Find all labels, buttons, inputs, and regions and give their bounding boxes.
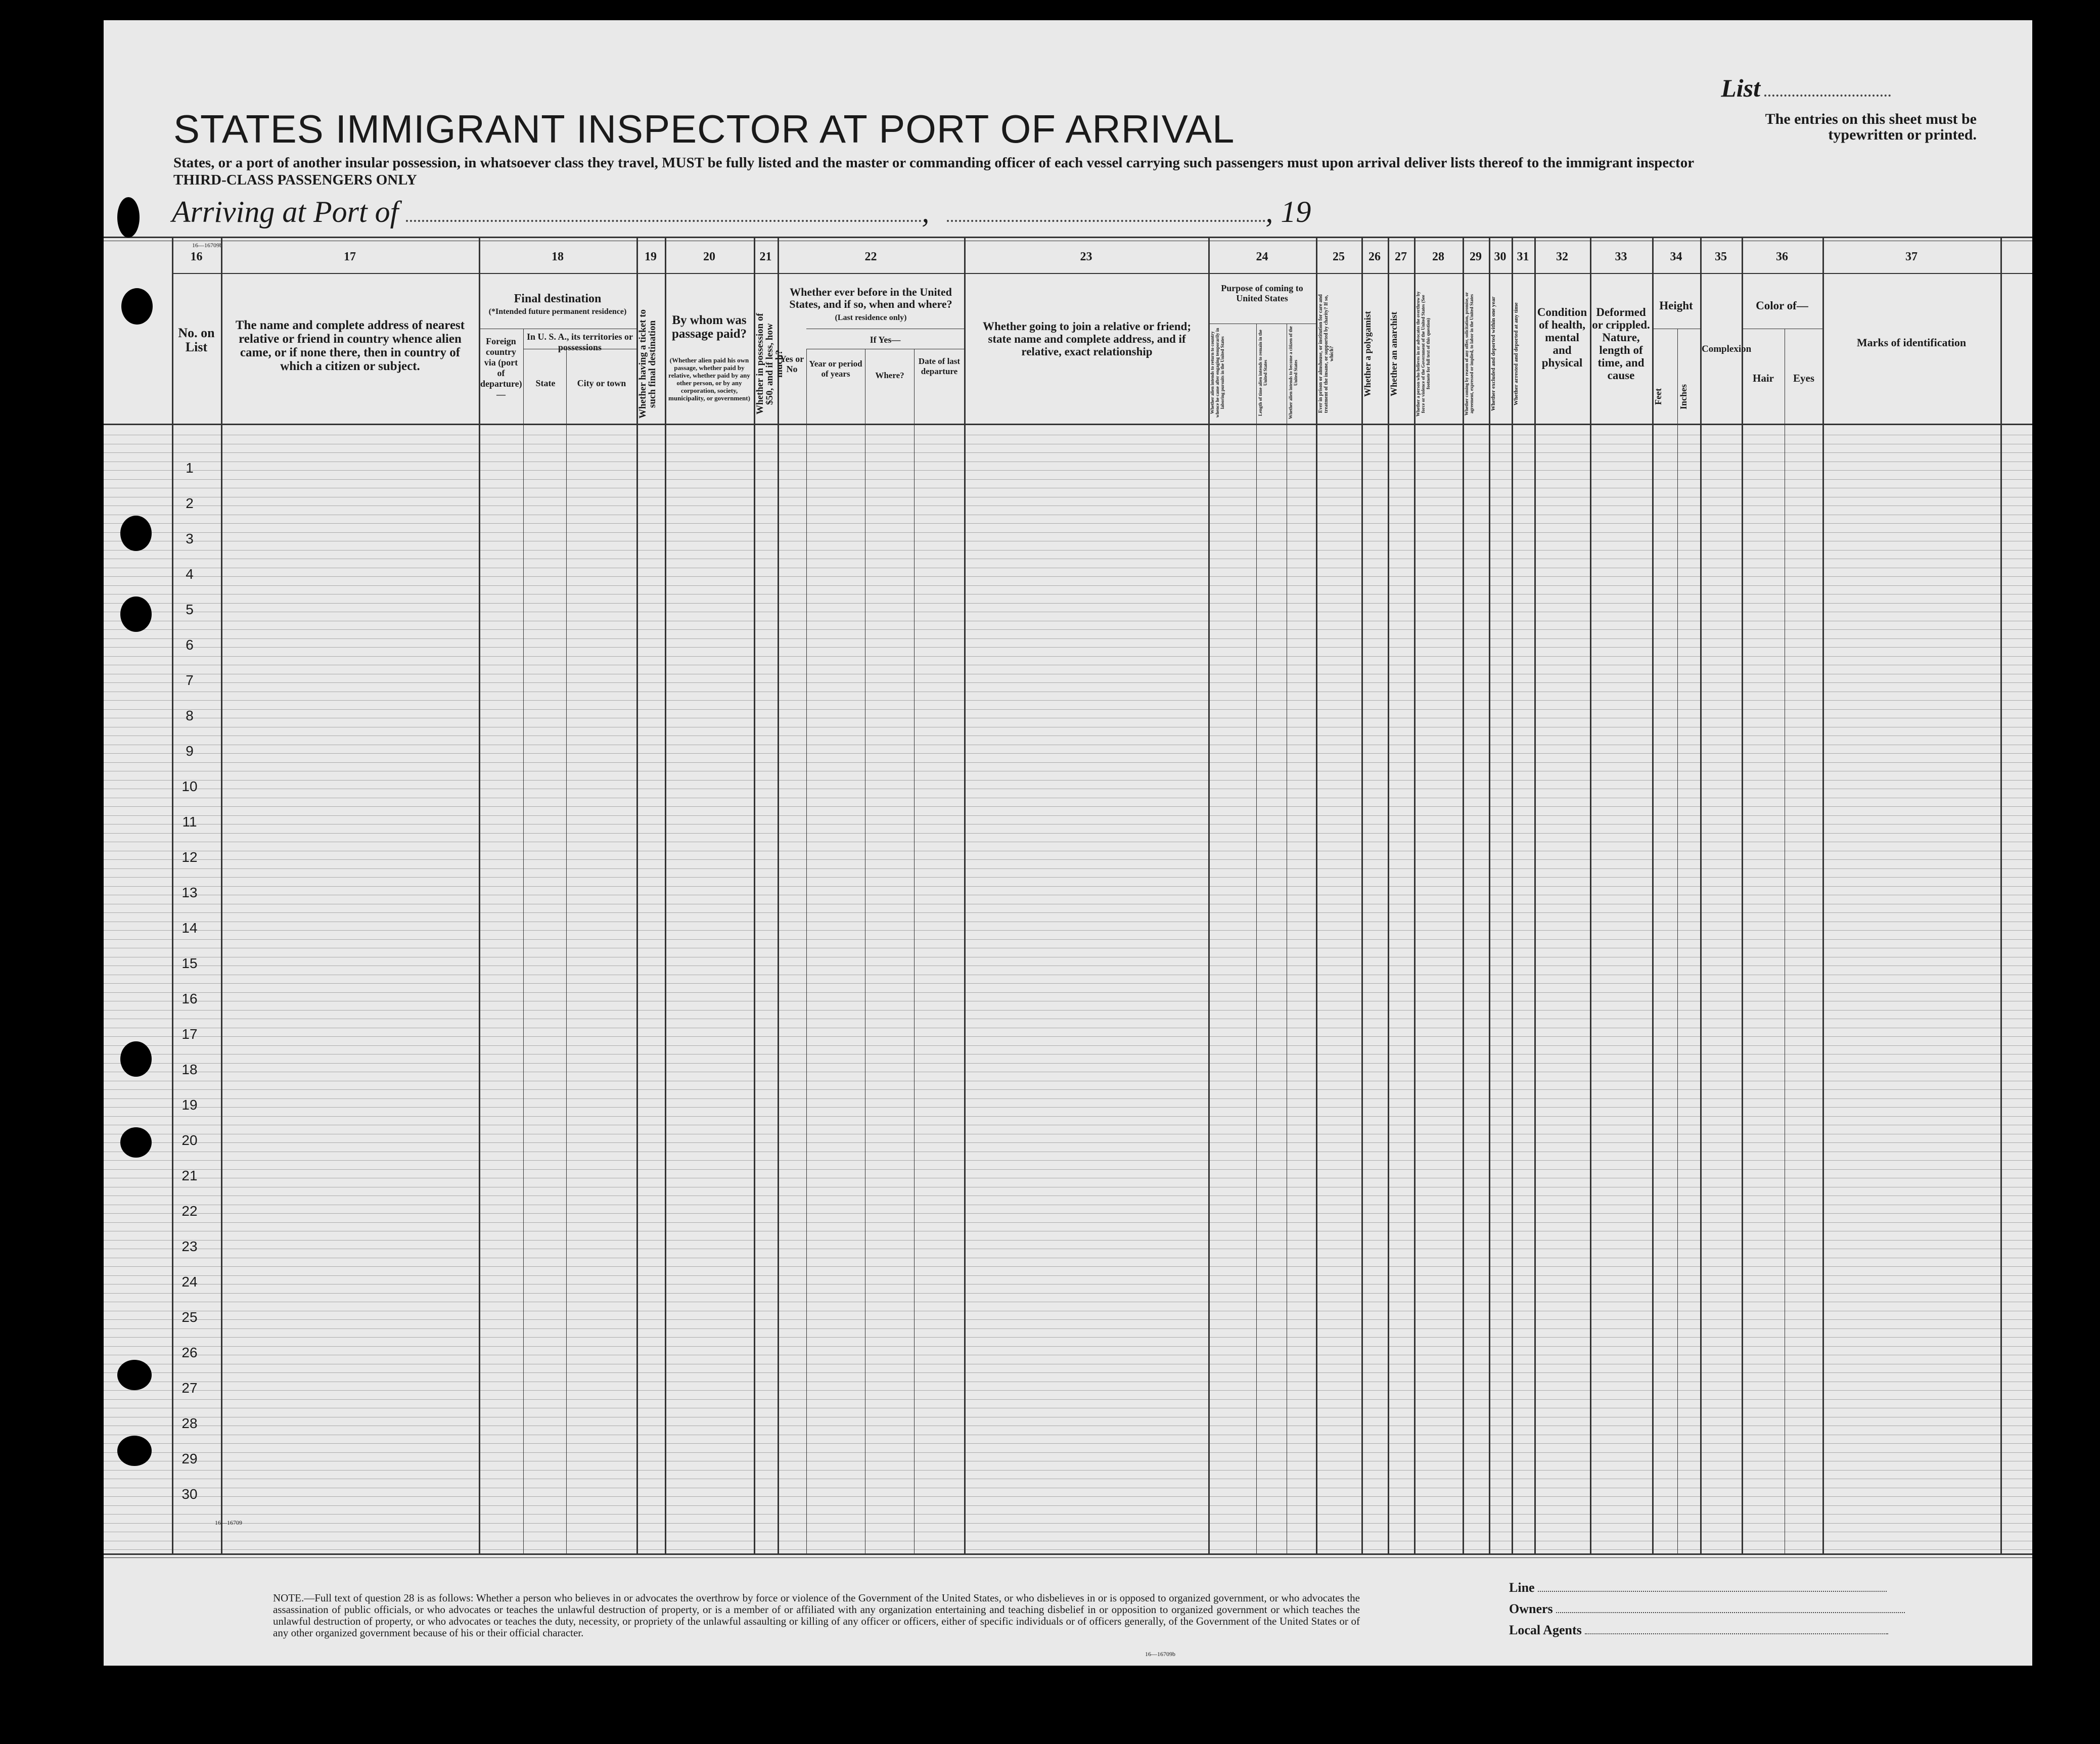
col-20-subheader: (Whether alien paid his own passage, whether paid by relative, whether paid by any other person, or by any corporation, society, municipality, or government)	[668, 356, 750, 402]
col-24c-header: Whether alien intends to become a citizen of the United States	[1288, 326, 1298, 420]
list-number-label: List	[1721, 73, 1891, 103]
form-sheet	[104, 20, 2032, 1666]
row-number: 22	[181, 1203, 198, 1219]
col-16-header: No. on List	[178, 326, 215, 354]
col-30-num: 30	[1494, 250, 1506, 263]
col-22-header: Whether ever before in the United States, and if so, when and where?	[789, 286, 952, 310]
col-31-header: Whether arrested and deported at any time	[1513, 302, 1519, 405]
punch-hole	[120, 1127, 152, 1158]
col-22-num: 22	[864, 250, 877, 263]
row-number: 2	[186, 495, 194, 511]
row-number: 18	[181, 1062, 198, 1077]
col-24b-header: Length of time alien intends to remain in the United States	[1258, 330, 1268, 416]
col-30-header: Whether excluded and deported within one year	[1490, 296, 1496, 411]
row-number: 27	[181, 1380, 198, 1396]
row-number: 6	[186, 637, 194, 653]
row-number: 11	[182, 814, 197, 830]
col-19-num: 19	[645, 250, 657, 263]
col-29-num: 29	[1470, 250, 1482, 263]
col-26-num: 26	[1368, 250, 1381, 263]
col-18-state: State	[535, 378, 556, 388]
row-number: 30	[181, 1486, 198, 1502]
row-number: 7	[186, 672, 194, 688]
row-number: 16	[181, 991, 198, 1006]
col-18-num: 18	[552, 250, 564, 263]
arriving-label: Arriving at Port of	[172, 195, 399, 228]
row-number: 4	[186, 566, 194, 582]
col-32-num: 32	[1556, 250, 1568, 263]
punch-hole	[117, 1436, 152, 1466]
page-title: STATES IMMIGRANT INSPECTOR AT PORT OF ARRIVAL	[173, 107, 1235, 151]
col-24a-header: Whether alien intends to return to country whence he came after engaging temporarily in laboring pursuits in the United States	[1210, 328, 1225, 418]
port-field[interactable]	[406, 220, 922, 222]
col-23-num: 23	[1080, 250, 1092, 263]
col-28-num: 28	[1432, 250, 1444, 263]
col-21-header: Whether in possession of $50, and if less, how much?	[755, 313, 785, 415]
col-17-header: The name and complete address of nearest relative or friend in country whence alien came, or if none there, then in country of which a citizen or subject.	[235, 318, 465, 373]
arriving-port-line: Arriving at Port of , , 19	[172, 195, 1311, 228]
col-18-usa: In U. S. A., its territories or possessions	[527, 332, 633, 352]
row-number: 15	[181, 955, 198, 971]
col-31-num: 31	[1517, 250, 1529, 263]
punch-hole	[120, 1041, 152, 1077]
footnote-question-28: NOTE.—Full text of question 28 is as follows: Whether a person who believes in or advocates the overthrow by force or violence of the Government of the United States, or who disbelieves in or is opposed to organized government, or who advocates the assassination of public officials, or who advocates or teaches the unlawful destruction of property, or is a member of or affiliated with any organization entertaining and teaching disbelief in or opposition to organized government or which teaches the unlawful destruction of property, or who advocates or teaches the duty, necessity, or propriety of the unlawful assaulting or killing of any officer or officers, either of specific individuals or of officers generally, of the Government of the United States or of any other organized government because of his or their official character.	[273, 1592, 1360, 1639]
row-number: 29	[181, 1451, 198, 1466]
col-36-header: Color of—	[1756, 299, 1808, 312]
col-24-num: 24	[1256, 250, 1268, 263]
form-number-note: 16—16709b	[1145, 1650, 1175, 1658]
form-number-bottom: 16—16709	[215, 1519, 242, 1526]
form-number-top: 16—16709b	[192, 242, 222, 249]
intro-paragraph: States, or a port of another insular possession, in whatsoever class they travel, MUST be fully listed and the master or commanding officer of each vessel carrying such passengers must upon arrival deliver lists thereof to the immigrant inspector	[173, 155, 1695, 171]
line-label: Line	[1509, 1580, 1535, 1595]
col-18-city: City or town	[577, 378, 626, 388]
col-18-header: Final destination	[514, 292, 602, 305]
col-32-header: Condition of health, mental and physical	[1537, 306, 1587, 369]
col-33-num: 33	[1615, 250, 1627, 263]
col-22-date: Date of last departure	[918, 356, 961, 376]
col-36-hair: Hair	[1753, 372, 1774, 384]
agents-label: Local Agents	[1509, 1623, 1582, 1637]
punch-hole	[117, 1360, 152, 1390]
col-34-num: 34	[1670, 250, 1682, 263]
row-number: 1	[186, 460, 194, 476]
col-22-yesno: Yes or No	[780, 354, 804, 374]
col-34-feet: Feet	[1653, 388, 1663, 405]
row-number: 14	[181, 920, 198, 936]
col-18-foreign: Foreign country via (port of departure)—	[480, 336, 522, 399]
row-number: 26	[181, 1345, 198, 1360]
col-37-num: 37	[1905, 250, 1918, 263]
row-number: 19	[181, 1097, 198, 1113]
col-16-num: 16	[190, 250, 203, 263]
owners-label: Owners	[1509, 1601, 1553, 1616]
row-number: 28	[181, 1415, 198, 1431]
class-line: THIRD-CLASS PASSENGERS ONLY	[173, 172, 417, 188]
row-number: 12	[181, 849, 198, 865]
column-number-rule	[172, 273, 2032, 274]
col-18-subheader: (*Intended future permanent residence)	[488, 307, 627, 316]
punch-hole	[120, 596, 152, 632]
row-number: 17	[181, 1026, 198, 1042]
col-27-num: 27	[1395, 250, 1407, 263]
agents-field[interactable]	[1585, 1633, 1888, 1634]
row-number: 13	[181, 885, 198, 900]
col-34-inches: Inches	[1678, 384, 1688, 410]
col-20-header: By whom was passage paid?	[672, 313, 747, 341]
row-number: 8	[186, 708, 194, 723]
col-37-header: Marks of identification	[1856, 336, 1967, 349]
col-26-header: Whether a polygamist	[1362, 311, 1373, 397]
row-number: 9	[186, 743, 194, 759]
punch-hole	[121, 288, 153, 325]
date-field[interactable]	[947, 220, 1265, 222]
row-number: 21	[181, 1168, 198, 1183]
col-34-header: Height	[1659, 299, 1693, 312]
row-number: 25	[181, 1309, 198, 1325]
col-20-num: 20	[703, 250, 715, 263]
owners-field[interactable]	[1556, 1612, 1905, 1613]
col-17-num: 17	[344, 250, 356, 263]
row-number: 24	[181, 1274, 198, 1290]
col-33-header: Deformed or crippled. Nature, length of time, and cause	[1592, 306, 1650, 382]
col-24-header: Purpose of coming to United States	[1221, 283, 1303, 303]
col-22-subheader: (Last residence only)	[835, 313, 907, 322]
col-19-header: Whether having a ticket to such final destination	[637, 309, 658, 419]
row-number: 5	[186, 602, 194, 617]
row-number: 23	[181, 1238, 198, 1254]
col-22-year: Year or period of years	[809, 359, 862, 379]
col-22-where: Where?	[875, 371, 904, 380]
row-number: 20	[181, 1132, 198, 1148]
punch-hole	[117, 197, 140, 238]
col-23-header: Whether going to join a relative or friend; state name and complete address, and if relative, exact relationship	[982, 320, 1192, 358]
col-25-num: 25	[1333, 250, 1345, 263]
col-22-ifyes: If Yes—	[870, 335, 901, 345]
col-28-header: Whether a person who believes in or advocates the overthrow by force or violence of the Government of the United States (See footnote for full text of this question)	[1416, 291, 1431, 417]
col-35-header: Complexion	[1702, 344, 1752, 354]
signature-block	[1509, 1577, 1905, 1641]
punch-hole	[120, 516, 152, 551]
intro-text	[173, 154, 1791, 189]
col-35-num: 35	[1715, 250, 1727, 263]
year-prefix: 19	[1281, 195, 1311, 228]
table-bottom-rule-2	[104, 1557, 2032, 1558]
col-27-header: Whether an anarchist	[1389, 311, 1399, 396]
col-25-header: Ever in prison or almshouse, or institution for care and treatment of the insane, or supported by charity? If so, which?	[1318, 294, 1335, 414]
col-36-eyes: Eyes	[1793, 372, 1814, 384]
entries-note: The entries on this sheet must be typewritten or printed.	[1765, 111, 1977, 143]
row-number: 3	[186, 531, 194, 546]
line-field[interactable]	[1538, 1591, 1887, 1592]
col-21-num: 21	[759, 250, 772, 263]
col-36-num: 36	[1776, 250, 1788, 263]
row-number: 10	[181, 778, 198, 794]
table-bottom-rule	[104, 1553, 2032, 1555]
col-29-header: Whether coming by reason of any offer, solicitation, promise, or agreement, expressed or implied, to labor in the United States	[1464, 292, 1474, 416]
